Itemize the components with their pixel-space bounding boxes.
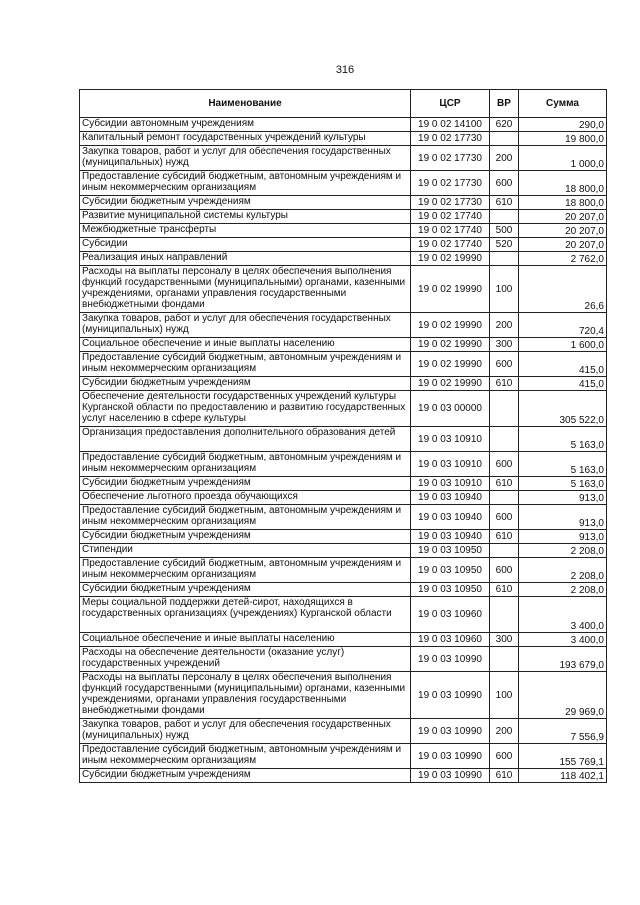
row-name-cell: Социальное обеспечение и иные выплаты населению [80, 633, 411, 647]
table-header-row [80, 90, 607, 118]
row-name-cell: Реализация иных направлений [80, 252, 411, 266]
row-vr-cell: 520 [490, 238, 519, 252]
row-sum-cell: 20 207,0 [519, 224, 607, 238]
row-sum-cell: 415,0 [519, 377, 607, 391]
row-sum-cell: 290,0 [519, 118, 607, 132]
table-row [80, 544, 607, 558]
table-row [80, 477, 607, 491]
row-sum-cell: 913,0 [519, 505, 607, 530]
row-name-cell: Закупка товаров, работ и услуг для обеспечения государственных (муниципальных) нужд [80, 719, 411, 744]
row-name-cell: Предоставление субсидий бюджетным, автономным учреждениям и иным некоммерческим организациям [80, 352, 411, 377]
row-vr-cell: 610 [490, 477, 519, 491]
column-header-csr: ЦСР [411, 90, 490, 118]
row-vr-cell: 600 [490, 558, 519, 583]
row-name-cell: Обеспечение льготного проезда обучающихся [80, 491, 411, 505]
row-vr-cell: 200 [490, 313, 519, 338]
row-csr-cell: 19 0 03 10950 [411, 583, 490, 597]
row-vr-cell [490, 491, 519, 505]
table-row [80, 196, 607, 210]
row-csr-cell: 19 0 02 17740 [411, 210, 490, 224]
row-sum-cell: 720,4 [519, 313, 607, 338]
row-sum-cell: 415,0 [519, 352, 607, 377]
row-sum-cell: 118 402,1 [519, 769, 607, 783]
row-name-cell: Обеспечение деятельности государственных учреждений культуры Курганской области по предоставлению и развитию государственных услуг населению в сфере культуры [80, 391, 411, 427]
row-vr-cell: 100 [490, 266, 519, 313]
row-vr-cell: 610 [490, 769, 519, 783]
table-row [80, 118, 607, 132]
row-sum-cell: 26,6 [519, 266, 607, 313]
table-row [80, 505, 607, 530]
row-name-cell: Меры социальной поддержки детей-сирот, находящихся в государственных организациях (учреждениях) Курганской области [80, 597, 411, 633]
table-row [80, 744, 607, 769]
row-sum-cell: 29 969,0 [519, 672, 607, 719]
table-row [80, 338, 607, 352]
row-name-cell: Расходы на выплаты персоналу в целях обеспечения выполнения функций государственными (муниципальными) органами, казенными учреждениями, органами управления государственными внебюджетными фондами [80, 266, 411, 313]
table-row [80, 252, 607, 266]
row-csr-cell: 19 0 03 00000 [411, 391, 490, 427]
row-sum-cell: 3 400,0 [519, 597, 607, 633]
row-csr-cell: 19 0 03 10990 [411, 744, 490, 769]
row-csr-cell: 19 0 02 17730 [411, 196, 490, 210]
row-sum-cell: 913,0 [519, 491, 607, 505]
row-csr-cell: 19 0 02 19990 [411, 377, 490, 391]
row-csr-cell: 19 0 03 10910 [411, 427, 490, 452]
table-row [80, 597, 607, 633]
row-name-cell: Субсидии бюджетным учреждениям [80, 377, 411, 391]
row-sum-cell: 1 000,0 [519, 146, 607, 171]
row-vr-cell [490, 132, 519, 146]
row-vr-cell: 300 [490, 338, 519, 352]
row-name-cell: Расходы на обеспечение деятельности (оказание услуг) государственных учреждений [80, 647, 411, 672]
row-csr-cell: 19 0 03 10960 [411, 597, 490, 633]
row-name-cell: Субсидии бюджетным учреждениям [80, 583, 411, 597]
row-name-cell: Расходы на выплаты персоналу в целях обеспечения выполнения функций государственными (муниципальными) органами, казенными учреждениями, органами управления государственными внебюджетными фондами [80, 672, 411, 719]
row-vr-cell: 200 [490, 719, 519, 744]
row-csr-cell: 19 0 03 10940 [411, 530, 490, 544]
row-name-cell: Капитальный ремонт государственных учреждений культуры [80, 132, 411, 146]
table-row [80, 352, 607, 377]
table-row [80, 427, 607, 452]
row-vr-cell: 300 [490, 633, 519, 647]
row-name-cell: Закупка товаров, работ и услуг для обеспечения государственных (муниципальных) нужд [80, 146, 411, 171]
row-csr-cell: 19 0 03 10940 [411, 491, 490, 505]
row-sum-cell: 193 679,0 [519, 647, 607, 672]
table-row [80, 313, 607, 338]
row-csr-cell: 19 0 02 19990 [411, 252, 490, 266]
row-vr-cell: 610 [490, 377, 519, 391]
table-row [80, 633, 607, 647]
row-sum-cell: 2 762,0 [519, 252, 607, 266]
row-vr-cell: 600 [490, 352, 519, 377]
table-body [80, 118, 607, 783]
row-vr-cell: 500 [490, 224, 519, 238]
table-row [80, 224, 607, 238]
row-name-cell: Субсидии бюджетным учреждениям [80, 196, 411, 210]
row-csr-cell: 19 0 03 10940 [411, 505, 490, 530]
row-name-cell: Социальное обеспечение и иные выплаты населению [80, 338, 411, 352]
row-csr-cell: 19 0 03 10950 [411, 544, 490, 558]
row-sum-cell: 18 800,0 [519, 196, 607, 210]
page-number: 316 [335, 64, 355, 76]
row-sum-cell: 18 800,0 [519, 171, 607, 196]
row-sum-cell: 2 208,0 [519, 544, 607, 558]
row-name-cell: Предоставление субсидий бюджетным, автономным учреждениям и иным некоммерческим организациям [80, 452, 411, 477]
row-csr-cell: 19 0 02 19990 [411, 352, 490, 377]
row-csr-cell: 19 0 03 10990 [411, 672, 490, 719]
column-header-sum: Сумма [519, 90, 607, 118]
row-csr-cell: 19 0 03 10910 [411, 477, 490, 491]
row-name-cell: Субсидии бюджетным учреждениям [80, 530, 411, 544]
row-sum-cell: 305 522,0 [519, 391, 607, 427]
row-vr-cell: 600 [490, 452, 519, 477]
row-sum-cell: 913,0 [519, 530, 607, 544]
row-csr-cell: 19 0 03 10990 [411, 769, 490, 783]
row-csr-cell: 19 0 02 17730 [411, 146, 490, 171]
row-csr-cell: 19 0 03 10990 [411, 647, 490, 672]
table-row [80, 391, 607, 427]
table-row [80, 377, 607, 391]
row-name-cell: Предоставление субсидий бюджетным, автономным учреждениям и иным некоммерческим организациям [80, 171, 411, 196]
row-name-cell: Субсидии бюджетным учреждениям [80, 477, 411, 491]
table-row [80, 491, 607, 505]
row-sum-cell: 20 207,0 [519, 210, 607, 224]
row-csr-cell: 19 0 03 10910 [411, 452, 490, 477]
row-csr-cell: 19 0 02 17730 [411, 171, 490, 196]
row-csr-cell: 19 0 02 19990 [411, 313, 490, 338]
row-csr-cell: 19 0 02 19990 [411, 266, 490, 313]
table-row [80, 530, 607, 544]
row-name-cell: Субсидии бюджетным учреждениям [80, 769, 411, 783]
row-vr-cell [490, 597, 519, 633]
row-sum-cell: 3 400,0 [519, 633, 607, 647]
table-row [80, 171, 607, 196]
row-csr-cell: 19 0 02 17730 [411, 132, 490, 146]
table-row [80, 452, 607, 477]
row-sum-cell: 2 208,0 [519, 583, 607, 597]
row-vr-cell: 600 [490, 505, 519, 530]
budget-table [79, 89, 607, 783]
row-vr-cell [490, 427, 519, 452]
row-vr-cell: 610 [490, 530, 519, 544]
row-vr-cell [490, 647, 519, 672]
table-row [80, 583, 607, 597]
row-csr-cell: 19 0 03 10960 [411, 633, 490, 647]
row-vr-cell: 600 [490, 744, 519, 769]
table-row [80, 769, 607, 783]
row-sum-cell: 20 207,0 [519, 238, 607, 252]
row-csr-cell: 19 0 03 10950 [411, 558, 490, 583]
row-name-cell: Субсидии [80, 238, 411, 252]
table-row [80, 238, 607, 252]
row-csr-cell: 19 0 02 17740 [411, 238, 490, 252]
row-name-cell: Развитие муниципальной системы культуры [80, 210, 411, 224]
column-header-name: Наименование [80, 90, 411, 118]
row-sum-cell: 7 556,9 [519, 719, 607, 744]
row-csr-cell: 19 0 02 14100 [411, 118, 490, 132]
row-sum-cell: 5 163,0 [519, 452, 607, 477]
row-sum-cell: 19 800,0 [519, 132, 607, 146]
row-vr-cell [490, 210, 519, 224]
row-name-cell: Закупка товаров, работ и услуг для обеспечения государственных (муниципальных) нужд [80, 313, 411, 338]
row-name-cell: Стипендии [80, 544, 411, 558]
table-row [80, 672, 607, 719]
row-sum-cell: 5 163,0 [519, 477, 607, 491]
table-row [80, 132, 607, 146]
row-name-cell: Субсидии автономным учреждениям [80, 118, 411, 132]
row-sum-cell: 5 163,0 [519, 427, 607, 452]
row-vr-cell: 610 [490, 196, 519, 210]
column-header-vr: ВР [490, 90, 519, 118]
row-vr-cell [490, 544, 519, 558]
table-row [80, 266, 607, 313]
row-sum-cell: 155 769,1 [519, 744, 607, 769]
table-row [80, 146, 607, 171]
table-row [80, 558, 607, 583]
table-row [80, 647, 607, 672]
row-sum-cell: 2 208,0 [519, 558, 607, 583]
row-name-cell: Организация предоставления дополнительного образования детей [80, 427, 411, 452]
row-vr-cell: 200 [490, 146, 519, 171]
row-csr-cell: 19 0 02 17740 [411, 224, 490, 238]
row-csr-cell: 19 0 03 10990 [411, 719, 490, 744]
row-vr-cell [490, 252, 519, 266]
row-name-cell: Межбюджетные трансферты [80, 224, 411, 238]
row-vr-cell: 610 [490, 583, 519, 597]
row-name-cell: Предоставление субсидий бюджетным, автономным учреждениям и иным некоммерческим организациям [80, 744, 411, 769]
row-vr-cell: 620 [490, 118, 519, 132]
row-vr-cell: 600 [490, 171, 519, 196]
table-row [80, 719, 607, 744]
table-row [80, 210, 607, 224]
row-vr-cell [490, 391, 519, 427]
row-name-cell: Предоставление субсидий бюджетным, автономным учреждениям и иным некоммерческим организациям [80, 558, 411, 583]
row-name-cell: Предоставление субсидий бюджетным, автономным учреждениям и иным некоммерческим организациям [80, 505, 411, 530]
row-csr-cell: 19 0 02 19990 [411, 338, 490, 352]
row-sum-cell: 1 600,0 [519, 338, 607, 352]
row-vr-cell: 100 [490, 672, 519, 719]
